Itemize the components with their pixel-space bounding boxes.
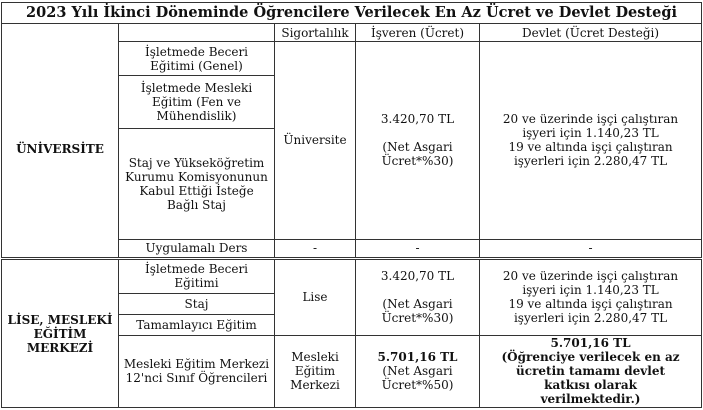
universite-label: ÜNİVERSİTE	[2, 41, 119, 258]
mem-devlet-amount: 5.701,16 TL	[550, 336, 631, 351]
universite-type-4: Uygulamalı Ders	[119, 239, 275, 258]
mem-isveren-note: (Net Asgari Ücret*%50)	[381, 364, 454, 393]
universite-isveren-note: (Net Asgari Ücret*%30)	[381, 140, 454, 169]
lise-type-2: Staj	[119, 293, 275, 314]
lise-sigortalilik: Lise	[275, 259, 356, 335]
universite-type-1: İşletmede Beceri Eğitimi (Genel)	[119, 41, 275, 76]
wage-support-table	[1, 2, 702, 408]
lise-isveren	[356, 259, 480, 335]
table-title: 2023 Yılı İkinci Döneminde Öğrencilere Verilecek En Az Ücret ve Devlet Desteği	[2, 3, 702, 24]
universite-devlet-line2: 19 ve altında işçi çalıştıran işyerleri için 2.280,47 TL	[508, 140, 673, 169]
mem-isveren-amount: 5.701,16 TL	[377, 350, 458, 365]
mem-isveren	[356, 335, 480, 408]
universite-sigortalilik: Üniversite	[275, 41, 356, 239]
lise-type-3: Tamamlayıcı Eğitim	[119, 315, 275, 335]
universite-type-2: İşletmede Mesleki Eğitim (Fen ve Mühendislik)	[119, 76, 275, 129]
uygulamali-devlet: -	[480, 239, 702, 258]
universite-devlet-line1: 20 ve üzerinde işçi çalıştıran işyeri için 1.140,23 TL	[502, 112, 679, 141]
uygulamali-isveren: -	[356, 239, 480, 258]
universite-devlet	[480, 41, 702, 239]
lise-devlet	[480, 259, 702, 335]
lise-label: LİSE, MESLEKİ EĞİTİM MERKEZİ	[2, 259, 119, 408]
lise-type-1: İşletmede Beceri Eğitimi	[119, 259, 275, 294]
header-empty-type-cell	[119, 24, 275, 41]
header-empty-cell	[2, 24, 119, 41]
lise-devlet-line1: 20 ve üzerinde işçi çalıştıran işyeri için 1.140,23 TL	[502, 269, 679, 298]
header-isveren: İşveren (Ücret)	[356, 24, 480, 41]
uygulamali-sigortalilik: -	[275, 239, 356, 258]
header-devlet: Devlet (Ücret Desteği)	[480, 24, 702, 41]
mem-type: Mesleki Eğitim Merkezi 12'nci Sınıf Öğrencileri	[119, 335, 275, 408]
lise-isveren-note: (Net Asgari Ücret*%30)	[381, 297, 454, 326]
universite-type-3: Staj ve Yükseköğretim Kurumu Komisyonunun Kabul Ettiği İsteğe Bağlı Staj	[119, 129, 275, 239]
mem-devlet	[480, 335, 702, 408]
lise-isveren-amount: 3.420,70 TL	[380, 269, 455, 284]
universite-isveren	[356, 41, 480, 239]
universite-isveren-amount: 3.420,70 TL	[380, 112, 455, 127]
lise-devlet-line2: 19 ve altında işçi çalıştıran işyerleri için 2.280,47 TL	[508, 297, 673, 326]
mem-devlet-note: (Öğrenciye verilecek en az ücretin tamamı devlet katkısı olarak verilmektedir.)	[501, 350, 680, 407]
header-sigortalilik: Sigortalılık	[275, 24, 356, 41]
mem-sigortalilik: Mesleki Eğitim Merkezi	[275, 335, 356, 408]
